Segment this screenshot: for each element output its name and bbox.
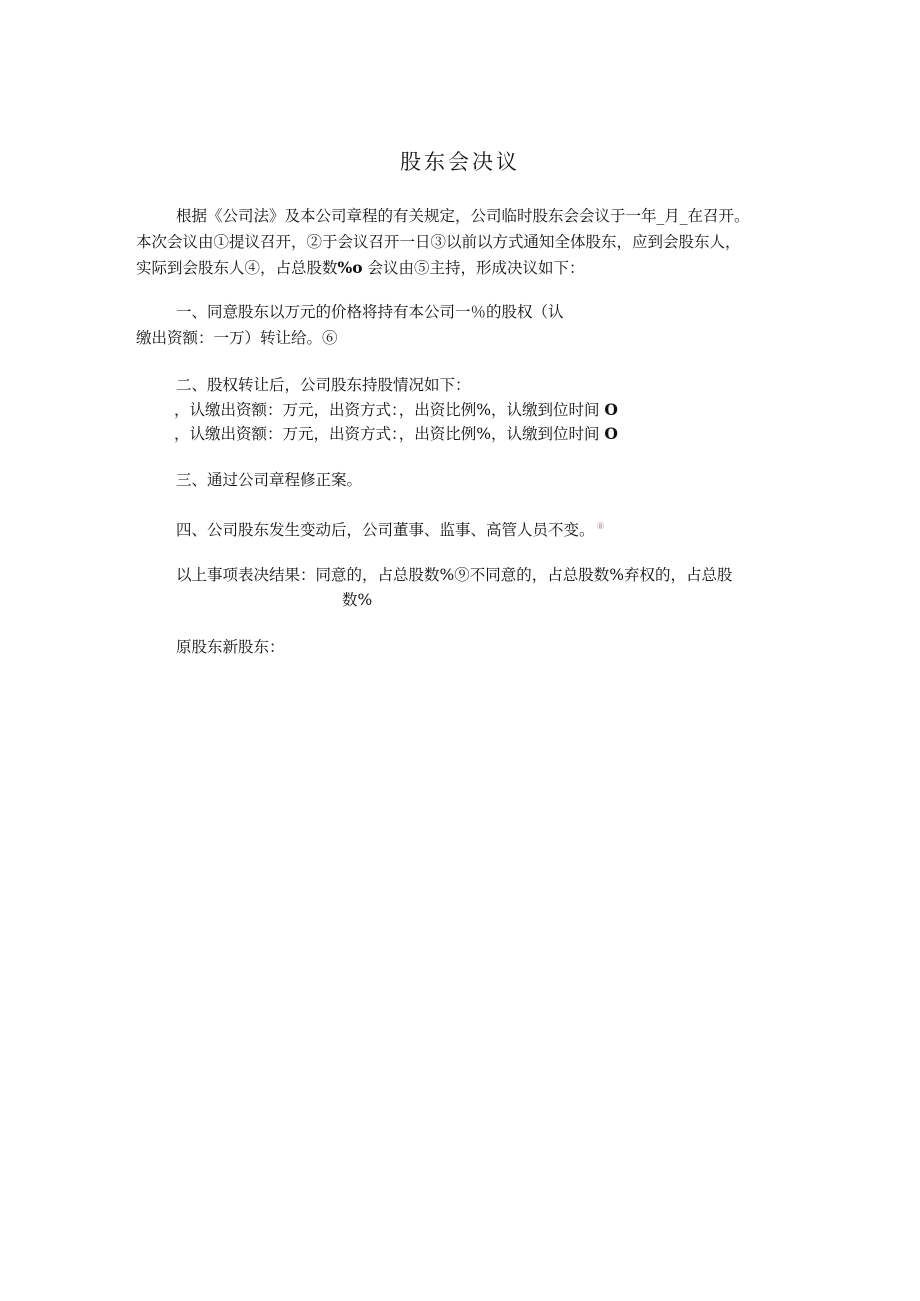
vote-line-1: 以上事项表决结果：同意的，占总股数%⑨不同意的，占总股数%弃权的，占总股 — [176, 566, 733, 584]
signature-line: 原股东新股东： — [176, 638, 285, 656]
shareholding-row-text: ，认缴出资额：万元，出资方式：，出资比例%，认缴到位时间 — [174, 425, 605, 443]
intro-line-3-text: 实际到会股东人④，占总股数 — [136, 259, 338, 277]
intro-line-1: 根据《公司法》及本公司章程的有关规定，公司临时股东会会议于一年_月_在召开。 — [176, 207, 750, 225]
shareholding-row-text: ，认缴出资额：万元，出资方式：，出资比例%，认缴到位时间 — [174, 401, 605, 419]
shareholding-row — [174, 397, 618, 423]
item1-line-2: 缴出资额：一万）转让给。⑥ — [136, 329, 338, 347]
vote-line-2: 数% — [342, 591, 373, 609]
item3-text: 三、通过公司章程修正案。 — [176, 471, 363, 489]
shareholding-row-bold: O — [604, 424, 618, 443]
item1-line-1: 一、同意股东以万元的价格将持有本公司一％的股权（认 — [176, 303, 564, 321]
page-title: 股东会决议 — [400, 150, 520, 174]
item2-heading: 二、股权转让后，公司股东持股情况如下： — [176, 376, 471, 394]
intro-line-3-bold: %o — [337, 258, 363, 277]
intro-line-3-rest: 会议由⑤主持，形成决议如下： — [362, 259, 585, 277]
intro-line-3 — [136, 255, 585, 281]
item4-line — [176, 514, 605, 543]
shareholding-row-bold: O — [604, 400, 618, 419]
shareholding-row — [174, 421, 618, 447]
intro-line-2: 本次会议由①提议召开，②于会议召开一日③以前以方式通知全体股东，应到会股东人， — [136, 233, 741, 251]
footnote-mark: ⑧ — [596, 522, 605, 532]
item4-text: 四、公司股东发生变动后，公司董事、监事、高管人员不变。 — [176, 521, 595, 540]
